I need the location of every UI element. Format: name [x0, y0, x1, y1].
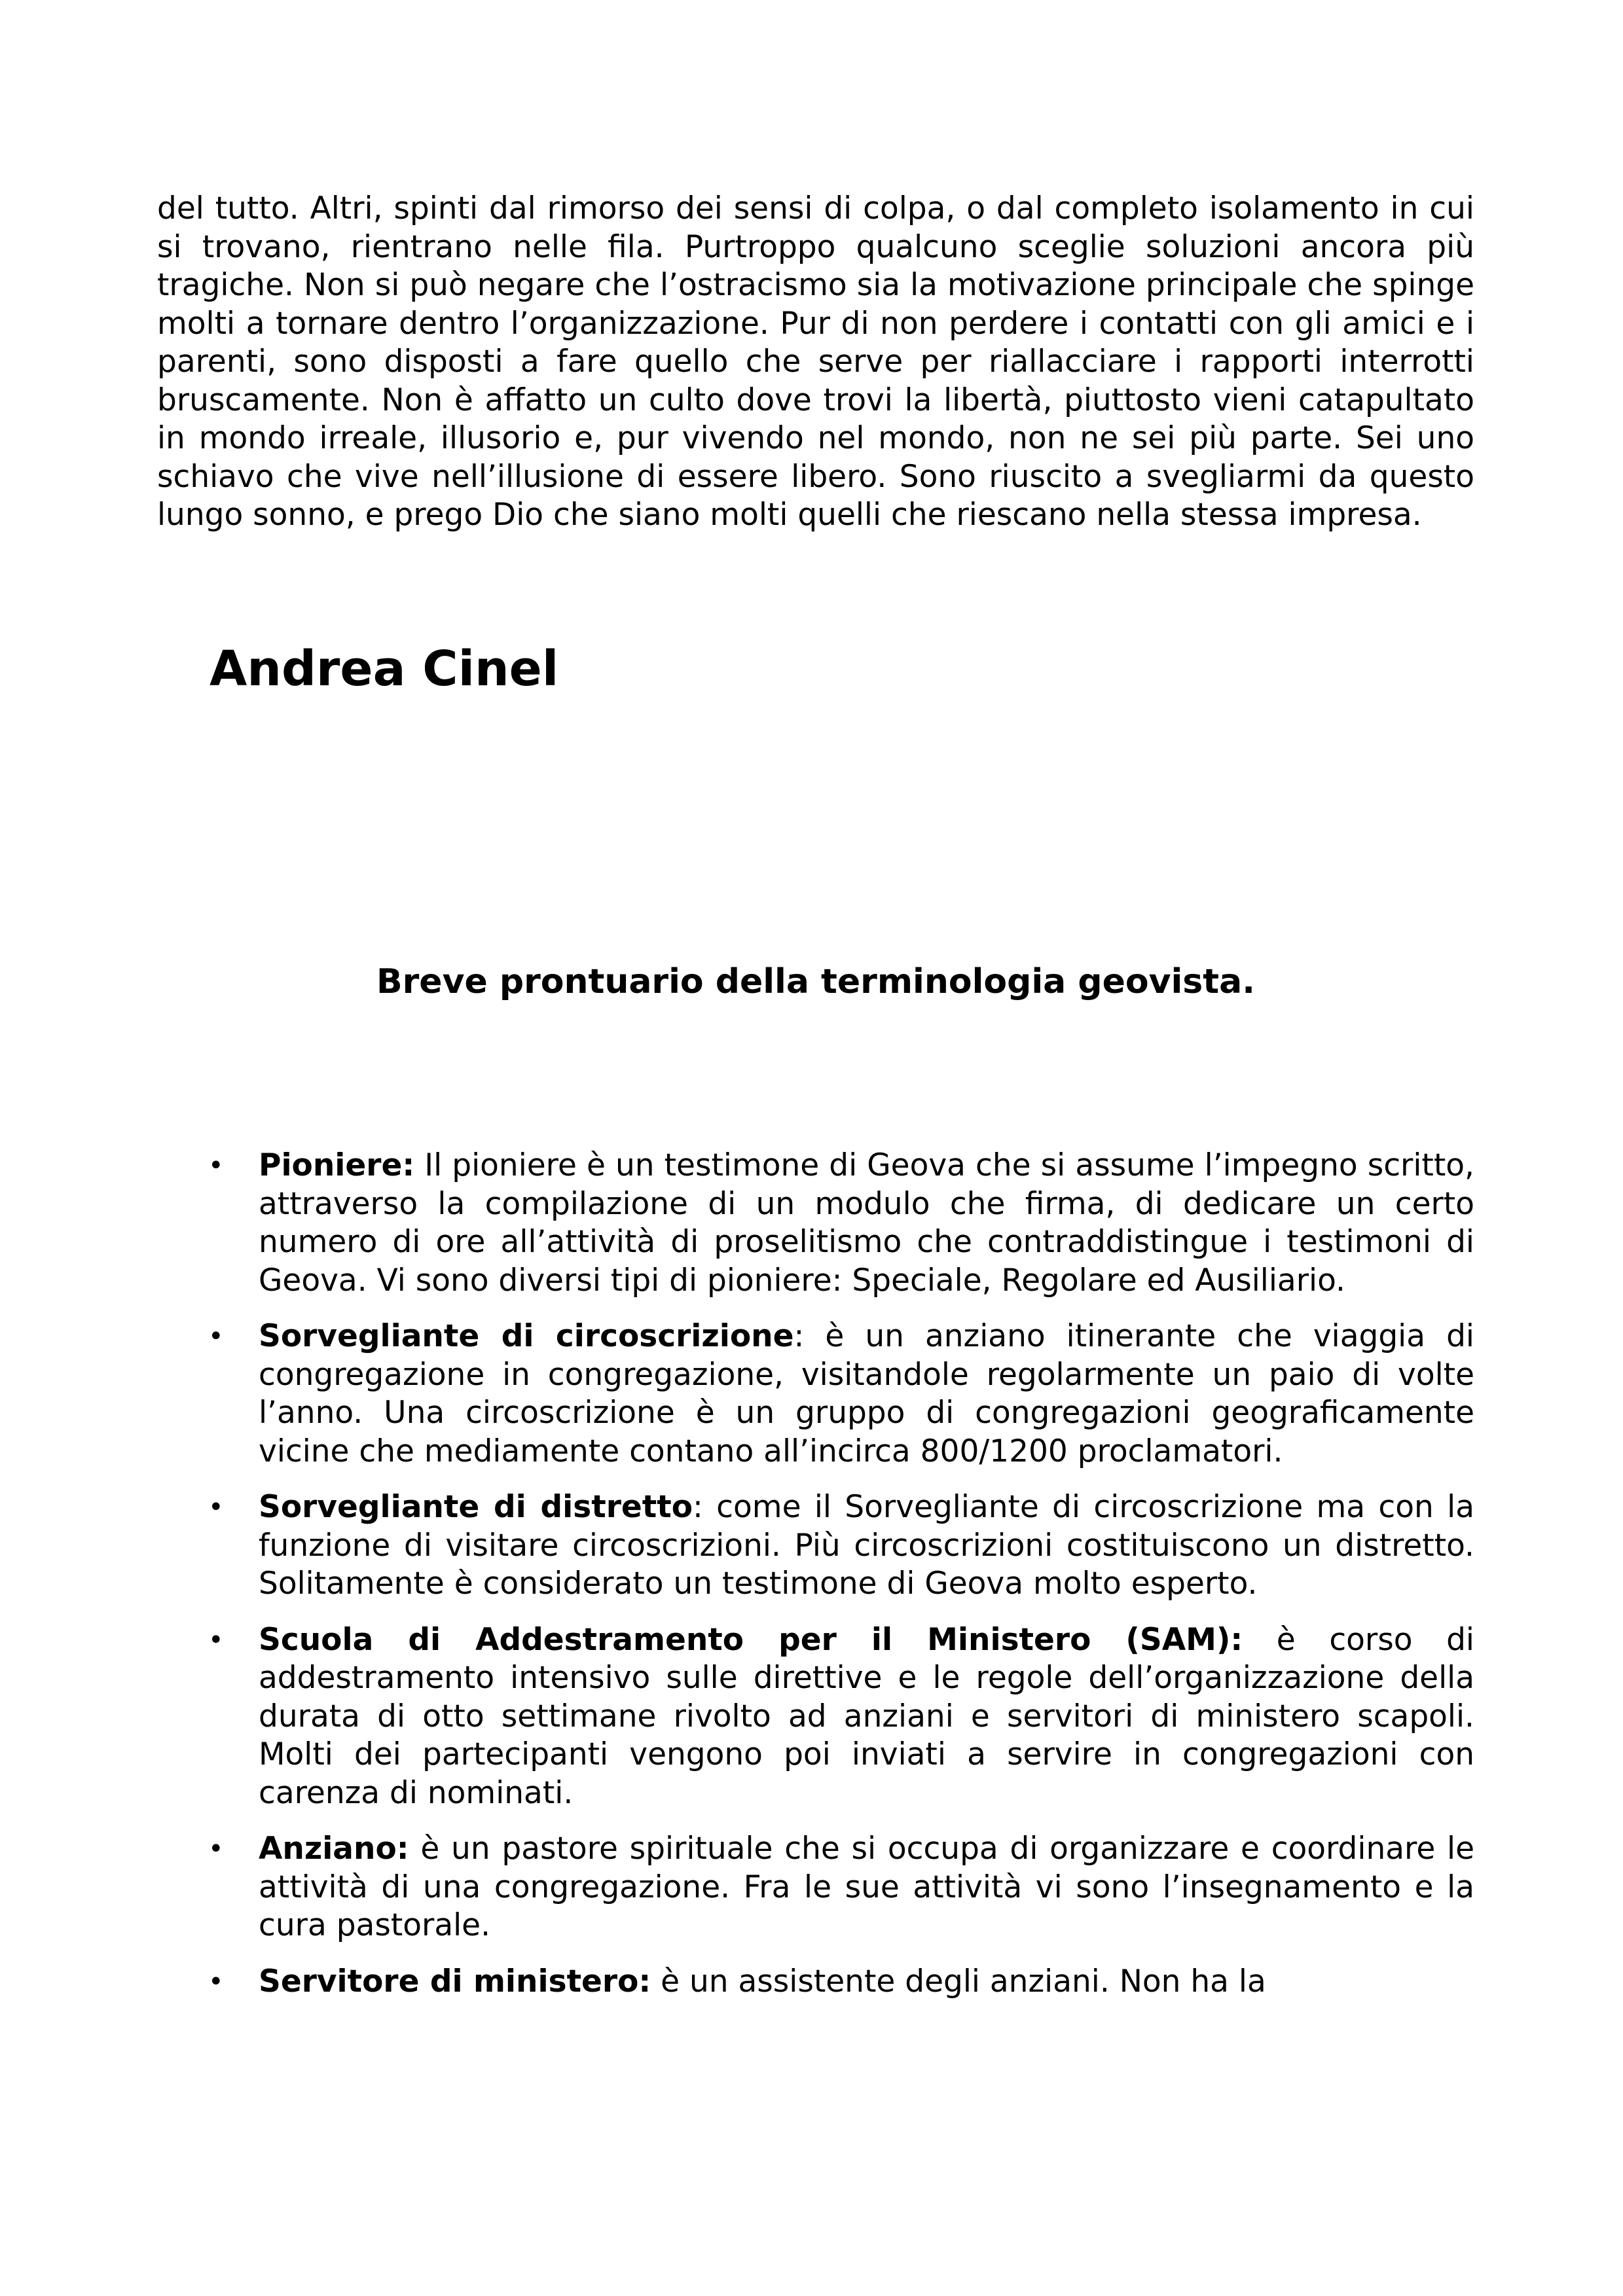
glossary-definition: è corso di addestramento intensivo sulle direttive e le regole dell’organizzazione della durata di otto settimane rivolto ad anziani e servitori di ministero scapoli. Molti dei partecipanti vengono poi inviati a servire in congregazioni con carenza di nominati. — [259, 1621, 1474, 1811]
glossary-term: Sorvegliante di distretto — [259, 1489, 693, 1525]
glossary-item-servitore-ministero — [157, 1963, 1474, 2001]
bullet-icon: • — [208, 1966, 224, 1997]
glossary-term: Servitore di ministero: — [259, 1963, 651, 2000]
glossary-term: Scuola di Addestramento per il Ministero (SAM): — [259, 1621, 1243, 1658]
glossary-item-sorvegliante-circoscrizione — [157, 1318, 1474, 1471]
intro-paragraph: del tutto. Altri, spinti dal rimorso dei sensi di colpa, o dal completo isolamento in cui si trovano, rientrano nelle fila. Purtroppo qualcuno sceglie soluzioni ancora più tragiche. Non si può negare che l’ostracismo sia la motivazione principale che spinge molti a tornare dentro l’organizzazione. Pur di non perdere i contatti con gli amici e i parenti, sono disposti a fare quello che serve per riallacciare i rapporti interrotti bruscamente. Non è affatto un culto dove trovi la libertà, piuttosto vieni catapultato in mondo irreale, illusorio e, pur vivendo nel mondo, non ne sei più parte. Sei uno schiavo che vive nell’illusione di essere libero. Sono riuscito a svegliarmi da questo lungo sonno, e prego Dio che siano molti quelli che riescano nella stessa impresa. — [157, 190, 1474, 533]
glossary-list — [157, 1147, 1474, 2018]
bullet-icon: • — [208, 1151, 224, 1181]
glossary-definition: : è un anziano itinerante che viaggia di congregazione in congregazione, visitandole regolarmente un paio di volte l’anno. Una circoscrizione è un gruppo di congregazioni geograficamente vicine che mediamente contano all’incirca 800/1200 proclamatori. — [259, 1318, 1474, 1469]
bullet-icon: • — [208, 1834, 224, 1864]
glossary-definition: è un pastore spirituale che si occupa di organizzare e coordinare le attività di una congregazione. Fra le sue attività vi sono l’insegnamento e la cura pastorale. — [259, 1831, 1474, 1943]
glossary-definition: : come il Sorvegliante di circoscrizione ma con la funzione di visitare circoscrizioni. Più circoscrizioni costituiscono un distretto. Solitamente è considerato un testimone di Geova molto esperto. — [259, 1489, 1474, 1602]
glossary-term: Pioniere: — [259, 1147, 415, 1183]
glossary-item-sorvegliante-distretto — [157, 1488, 1474, 1604]
bullet-icon: • — [208, 1321, 224, 1352]
bullet-icon: • — [208, 1624, 224, 1655]
glossary-term: Anziano: — [259, 1831, 409, 1867]
glossary-term: Sorvegliante di circoscrizione — [259, 1318, 794, 1354]
glossary-definition: è un assistente degli anziani. Non ha la — [651, 1963, 1266, 2000]
glossary-item-sam — [157, 1621, 1474, 1813]
glossary-item-pioniere — [157, 1147, 1474, 1300]
glossary-definition: Il pioniere è un testimone di Geova che si assume l’impegno scritto, attraverso la compilazione di un modulo che firma, di dedicare un certo numero di ore all’attività di proselitismo che contraddistingue i testimoni di Geova. Vi sono diversi tipi di pioniere: Speciale, Regolare ed Ausiliario. — [259, 1147, 1474, 1299]
section-title: Breve prontuario della terminologia geovista. — [376, 962, 1255, 1001]
glossary-item-anziano — [157, 1830, 1474, 1945]
author-name: Andrea Cinel — [210, 641, 559, 697]
bullet-icon: • — [208, 1492, 224, 1522]
